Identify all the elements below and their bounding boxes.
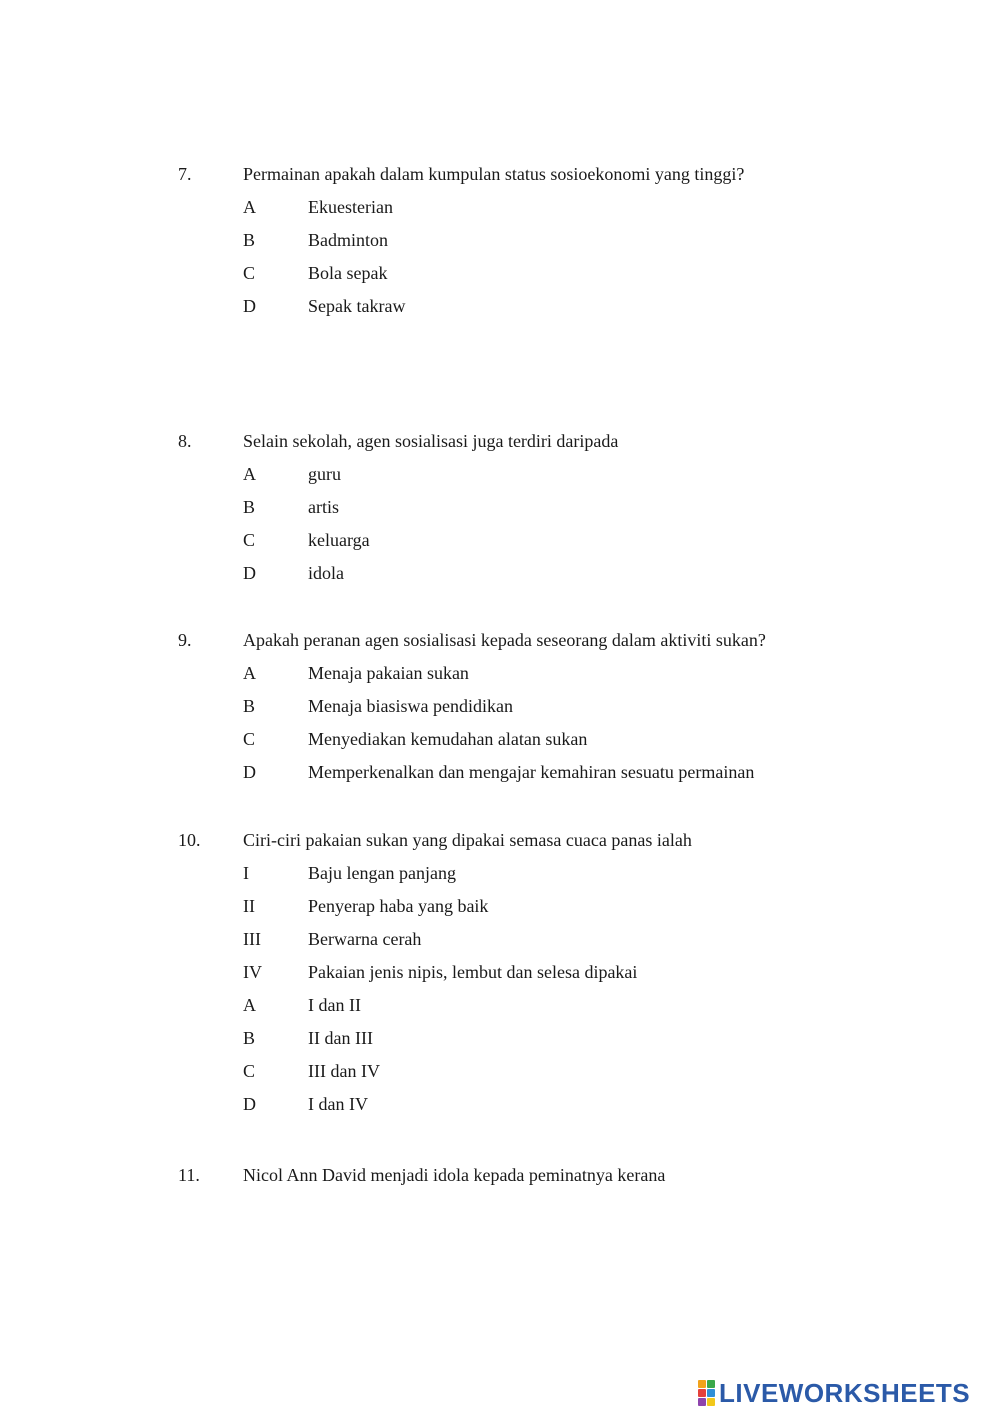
question-number: 10. [178,830,201,850]
option-letter: III [243,929,261,949]
answer-option [178,723,938,756]
option-text: Berwarna cerah [308,929,422,949]
option-letter: B [243,1028,256,1048]
question-10 [178,824,938,1121]
option-text: I dan II [308,995,361,1015]
option-text: idola [308,563,344,583]
option-text: Penyerap haba yang baik [308,896,489,916]
question-text: Ciri-ciri pakaian sukan yang dipakai semasa cuaca panas ialah [243,830,692,850]
option-letter: C [243,729,256,749]
option-letter: C [243,1061,256,1081]
question-9 [178,624,938,789]
option-text: artis [308,497,339,517]
option-text: guru [308,464,341,484]
option-text: I dan IV [308,1094,368,1114]
option-text: III dan IV [308,1061,380,1081]
option-text: keluarga [308,530,370,550]
option-letter: B [243,230,256,250]
question-stem [178,158,938,191]
question-number: 11. [178,1165,200,1185]
answer-option [178,1022,938,1055]
option-letter: B [243,696,256,716]
answer-option [178,224,938,257]
question-text: Apakah peranan agen sosialisasi kepada seseorang dalam aktiviti sukan? [243,630,766,650]
option-letter: C [243,530,256,550]
answer-option [178,458,938,491]
question-stem [178,1159,938,1192]
answer-option [178,290,938,323]
option-text: Baju lengan panjang [308,863,456,883]
option-letter: IV [243,962,262,982]
option-letter: D [243,563,256,583]
question-stem [178,824,938,857]
option-text: Menaja pakaian sukan [308,663,469,683]
question-7 [178,158,938,323]
option-text: II dan III [308,1028,373,1048]
question-number: 7. [178,164,192,184]
option-letter: II [243,896,255,916]
option-text: Pakaian jenis nipis, lembut dan selesa dipakai [308,962,638,982]
option-letter: C [243,263,256,283]
question-11 [178,1159,938,1192]
logo-square [698,1380,706,1388]
option-letter: B [243,497,256,517]
answer-option [178,890,938,923]
logo-square [707,1389,715,1397]
question-8 [178,425,938,590]
option-text: Sepak takraw [308,296,406,316]
brand-name: LIVEWORKSHEETS [719,1377,971,1408]
question-number: 9. [178,630,192,650]
liveworksheets-logo-icon [698,1380,715,1406]
option-letter: D [243,762,256,782]
option-text: Menaja biasiswa pendidikan [308,696,513,716]
question-number: 8. [178,431,192,451]
logo-square [707,1398,715,1406]
option-text: Ekuesterian [308,197,393,217]
option-letter: I [243,863,249,883]
logo-square [698,1398,706,1406]
logo-square [698,1389,706,1397]
answer-option [178,923,938,956]
answer-option [178,1055,938,1088]
answer-option [178,857,938,890]
answer-option [178,756,938,789]
question-text: Nicol Ann David menjadi idola kepada peminatnya kerana [243,1165,666,1185]
option-text: Menyediakan kemudahan alatan sukan [308,729,588,749]
question-stem [178,425,938,458]
answer-option [178,989,938,1022]
answer-option [178,690,938,723]
question-text: Selain sekolah, agen sosialisasi juga terdiri daripada [243,431,619,451]
question-stem [178,624,938,657]
option-text: Bola sepak [308,263,388,283]
question-text: Permainan apakah dalam kumpulan status sosioekonomi yang tinggi? [243,164,745,184]
answer-option [178,491,938,524]
option-letter: A [243,995,256,1015]
answer-option [178,191,938,224]
answer-option [178,557,938,590]
answer-option [178,1088,938,1121]
option-text: Badminton [308,230,388,250]
option-letter: D [243,1094,256,1114]
option-letter: D [243,296,256,316]
option-letter: A [243,197,256,217]
logo-square [707,1380,715,1388]
answer-option [178,657,938,690]
option-text: Memperkenalkan dan mengajar kemahiran sesuatu permainan [308,762,755,782]
option-letter: A [243,663,256,683]
answer-option [178,257,938,290]
liveworksheets-brand [698,1378,970,1408]
answer-option [178,524,938,557]
answer-option [178,956,938,989]
option-letter: A [243,464,256,484]
